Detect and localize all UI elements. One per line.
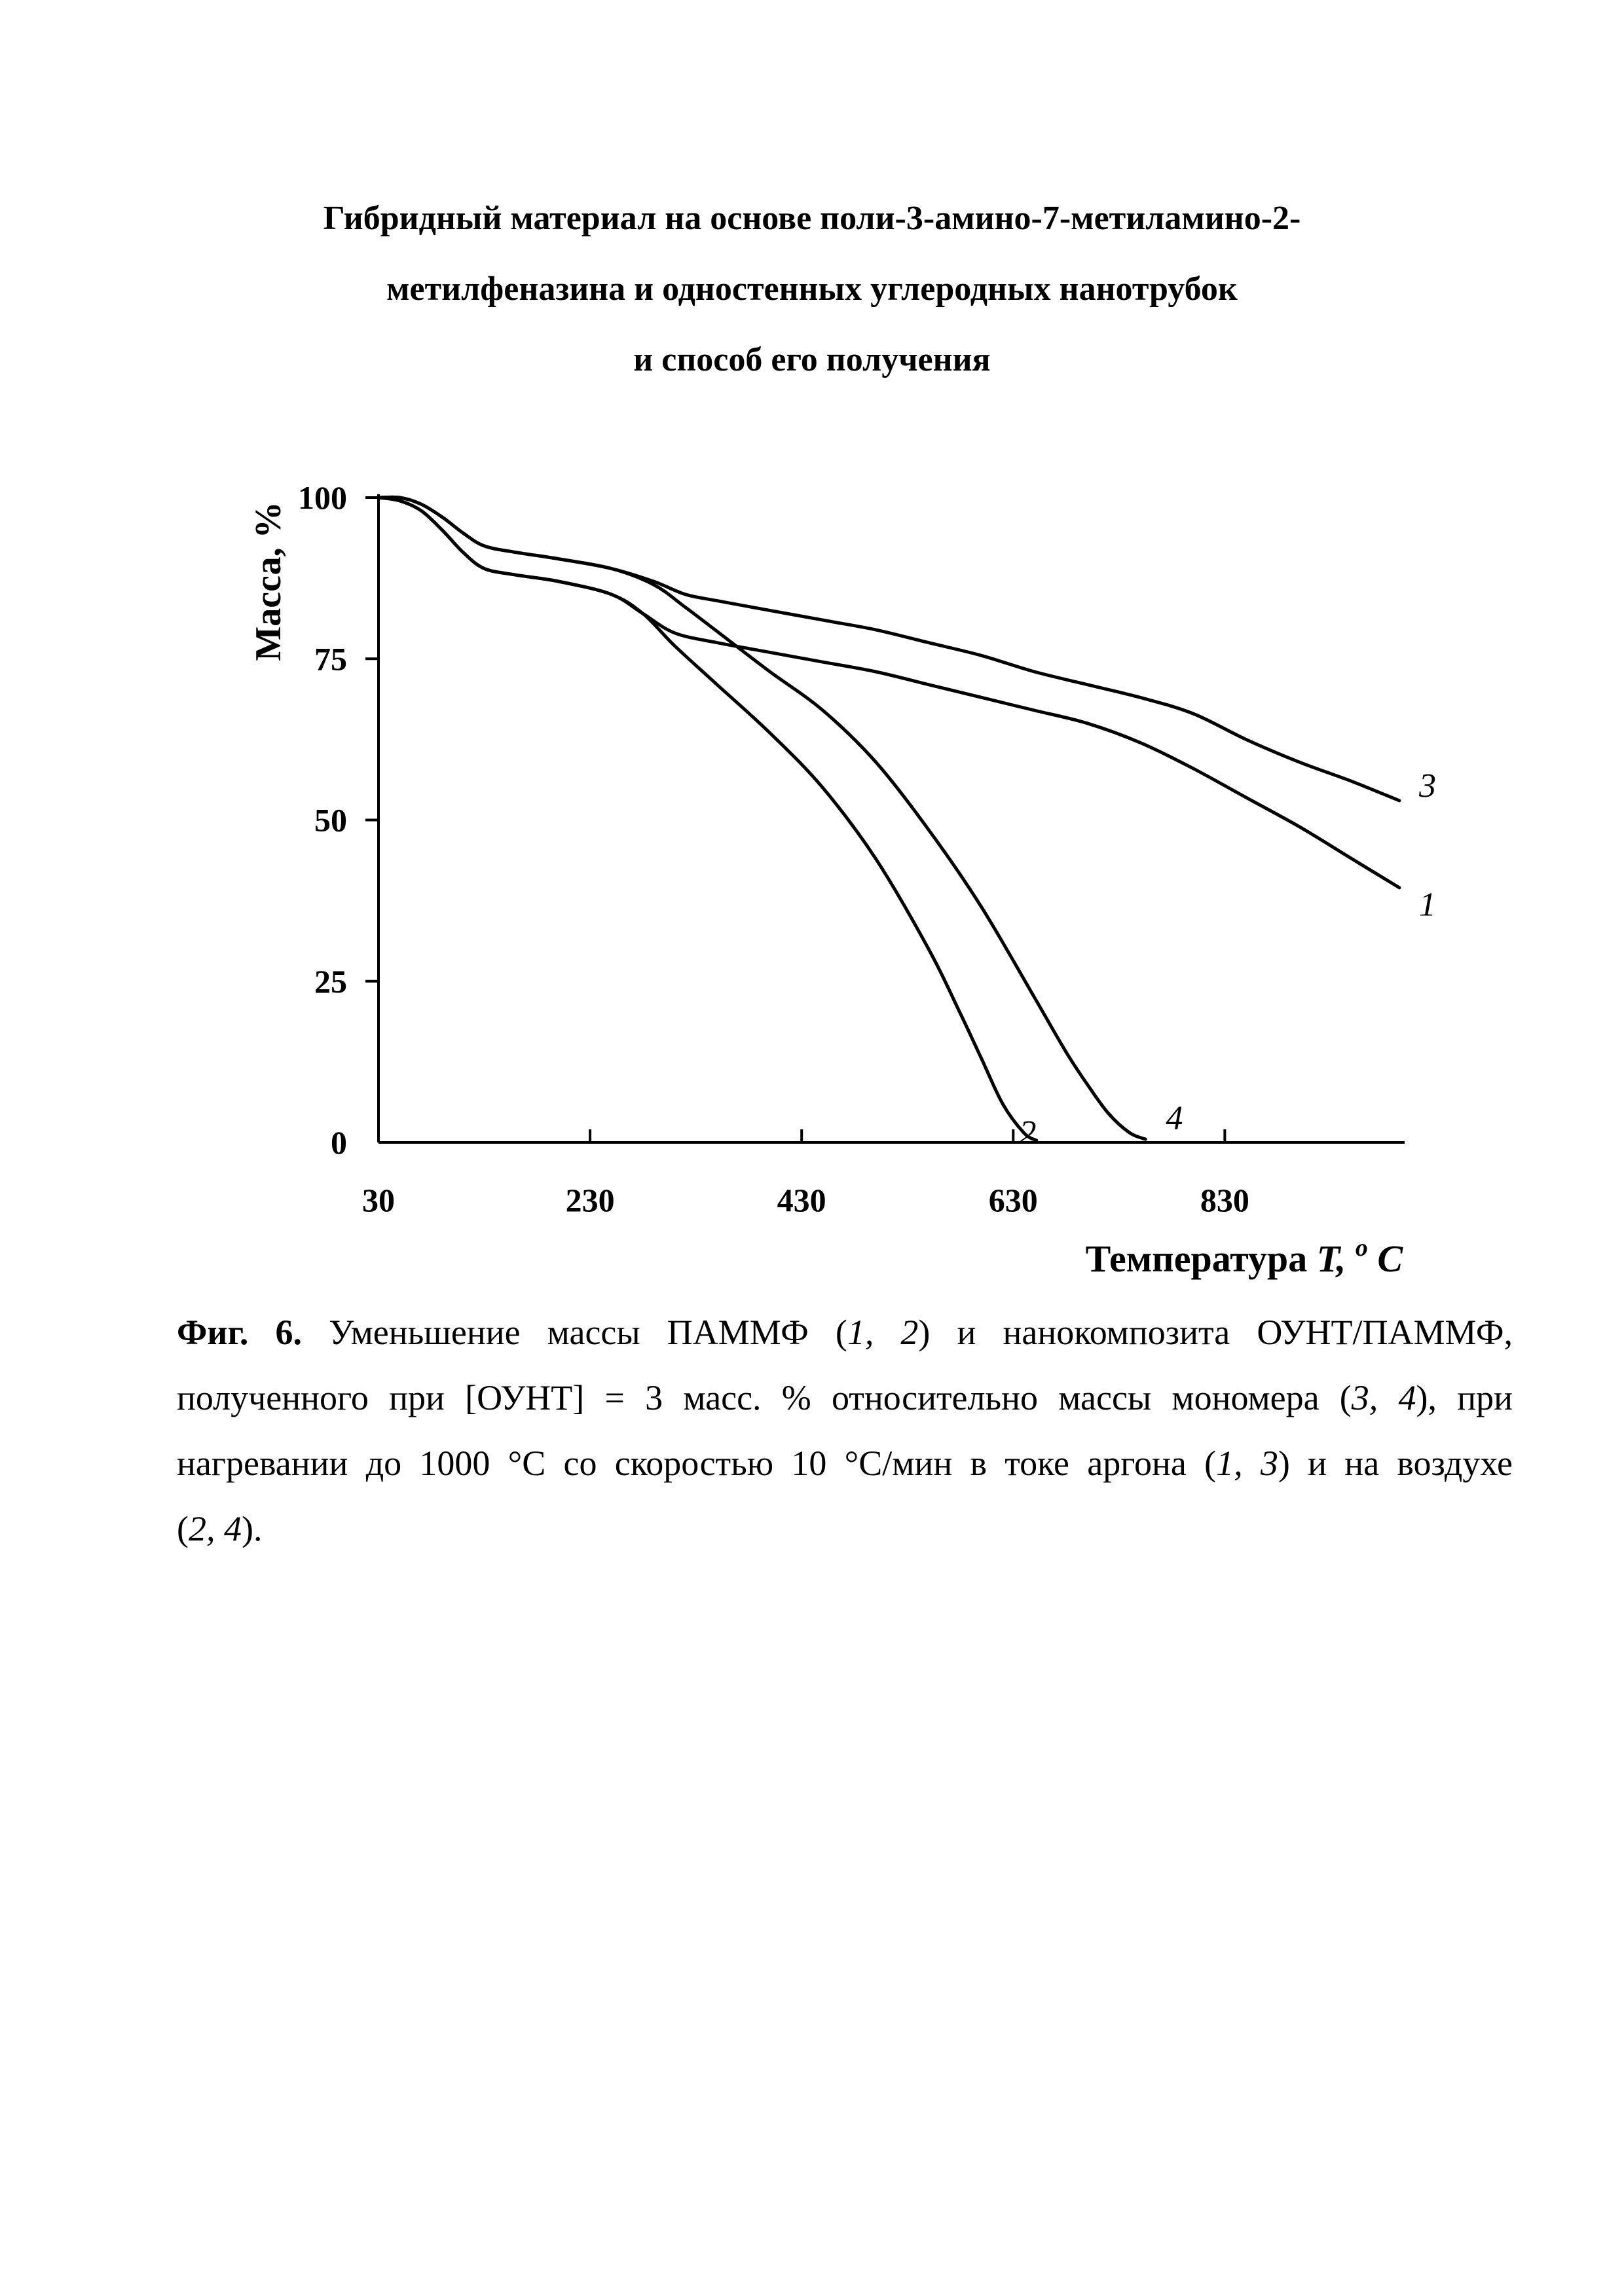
caption-series-ref: 2, 4	[189, 1509, 242, 1548]
y-tick-label: 50	[314, 802, 347, 839]
y-axis-label: Масса, %	[248, 501, 289, 661]
tga-chart	[0, 0, 1624, 1309]
caption-series-ref: 1, 2	[847, 1313, 919, 1352]
series-line-3	[378, 497, 1399, 801]
caption-text: ) и на воздухе	[1278, 1444, 1513, 1483]
y-tick-label: 25	[314, 963, 347, 1000]
caption-line-2	[177, 1365, 1513, 1430]
x-tick-label: 230	[566, 1182, 615, 1218]
series-line-2	[378, 498, 1037, 1140]
caption-series-ref: 3, 4	[1352, 1378, 1416, 1417]
caption-text: ) и нанокомпозита ОУНТ/ПАММФ,	[918, 1313, 1513, 1352]
title-line-3: и способ его получения	[0, 325, 1624, 395]
x-axis-label-unit: C	[1368, 1237, 1404, 1280]
x-tick-label: 830	[1200, 1182, 1249, 1218]
series-line-4	[378, 497, 1145, 1139]
caption-text: полученного при [ОУНТ] = 3 масс. % относительно массы мономера (	[177, 1378, 1352, 1417]
title-line-2: метилфеназина и одностенных углеродных нанотрубок	[0, 254, 1624, 325]
x-axis-label-sup: o	[1356, 1234, 1368, 1262]
series-label-2: 2	[1020, 1114, 1037, 1152]
caption-line-1	[177, 1300, 1513, 1365]
y-tick-label: 75	[314, 640, 347, 677]
figure-label: Фиг. 6.	[177, 1313, 302, 1352]
series-label-3: 3	[1418, 767, 1436, 805]
caption-text: нагревании до 1000 °С со скоростью 10 °С/мин в токе аргона (	[177, 1444, 1216, 1483]
caption-line-4	[177, 1496, 1513, 1561]
series-label-1: 1	[1419, 886, 1436, 924]
x-axis-label-text: Температура	[1086, 1237, 1317, 1280]
caption-text: Уменьшение массы ПАММФ (	[302, 1313, 847, 1352]
x-tick-label: 430	[777, 1182, 826, 1218]
title-line-1: Гибридный материал на основе поли-3-амино-7-метиламино-2-	[0, 183, 1624, 254]
caption-text: ).	[242, 1509, 262, 1548]
caption-text: ), при	[1416, 1378, 1513, 1417]
y-tick-label: 100	[298, 479, 347, 516]
x-tick-label: 30	[362, 1182, 395, 1218]
y-tick-label: 0	[331, 1124, 347, 1161]
figure-caption	[177, 1300, 1513, 1561]
caption-series-ref: 1, 3	[1216, 1444, 1278, 1483]
x-axis-label	[1086, 1234, 1404, 1280]
series-label-4: 4	[1166, 1100, 1183, 1137]
caption-line-3	[177, 1430, 1513, 1496]
x-tick-label: 630	[989, 1182, 1038, 1218]
caption-text: (	[177, 1509, 189, 1548]
x-axis-label-var: T,	[1317, 1237, 1356, 1280]
